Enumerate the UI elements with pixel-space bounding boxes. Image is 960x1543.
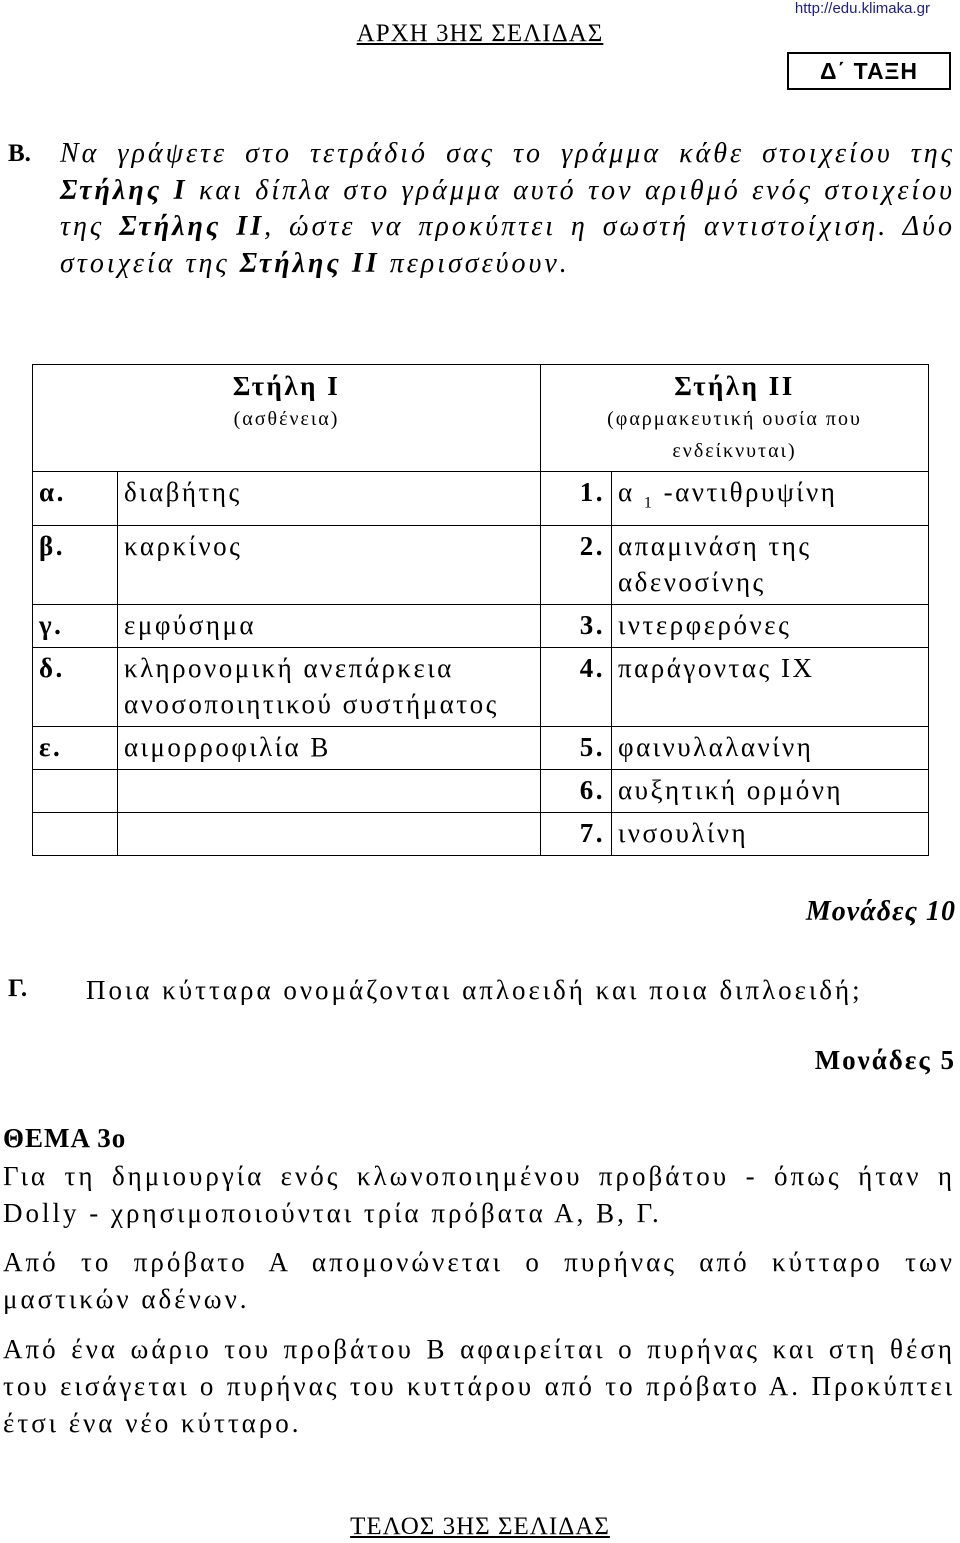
table-row: β. καρκίνος 2. απαμινάση της αδενοσίνης bbox=[33, 526, 929, 605]
table-header-row bbox=[33, 365, 929, 472]
theme-title: ΘΕΜΑ 3ο bbox=[3, 1123, 127, 1153]
grade-box: Δ΄ ΤΑΞΗ bbox=[787, 52, 951, 90]
points-b: Μονάδες 10 bbox=[805, 896, 956, 927]
paragraph: Από ένα ωάριο του προβάτου Β αφαιρείται ο πυρήνας και στη θέση του εισάγεται ο πυρήνας του κυττάρου από το πρόβατο Α. Προκύπτει έτσι ένα νέο κύτταρο. bbox=[3, 1334, 955, 1438]
page-header: ΑΡΧΗ 3ΗΣ ΣΕΛΙΔΑΣ bbox=[356, 20, 604, 47]
table-row: 7. ινσουλίνη bbox=[33, 813, 929, 856]
page-footer: ΤΕΛΟΣ 3ΗΣ ΣΕΛΙΔΑΣ bbox=[350, 1513, 610, 1540]
question-b-text: Να γράψετε στο τετράδιό σας το γράμμα κάθε στοιχείου της Στήλης Ι και δίπλα στο γράμμα αυτό τον αριθμό ενός στοιχείου της Στήλης ΙΙ, ώστε να προκύπτει η σωστή αντιστοίχιση. Δύο στοιχεία της Στήλης ΙΙ περισσεύουν. bbox=[60, 138, 955, 279]
question-g-label: Γ. bbox=[8, 975, 28, 1002]
table-row: 6. αυξητική ορμόνη bbox=[33, 770, 929, 813]
question-g-text: Ποια κύτταρα ονομάζονται απλοειδή και ποια διπλοειδή; bbox=[86, 975, 863, 1005]
question-b-label: Β. bbox=[8, 140, 31, 167]
column-1-header: Στήλη Ι (ασθένεια) bbox=[33, 365, 541, 472]
table-row: ε. αιμορροφιλία Β 5. φαινυλαλανίνη bbox=[33, 727, 929, 770]
column-2-header: Στήλη ΙΙ (φαρμακευτική ουσία που ενδείκνυται) bbox=[541, 365, 929, 472]
paragraph: Από το πρόβατο Α απομονώνεται ο πυρήνας από κύτταρο των μαστικών αδένων. bbox=[3, 1247, 955, 1314]
source-url[interactable]: http://edu.klimaka.gr bbox=[794, 0, 930, 17]
table-row: δ. κληρονομική ανεπάρκεια ανοσοποιητικού συστήματος 4. παράγοντας ΙΧ bbox=[33, 648, 929, 727]
table-row: γ. εμφύσημα 3. ιντερφερόνες bbox=[33, 605, 929, 648]
paragraph: Για τη δημιουργία ενός κλωνοποιημένου προβάτου - όπως ήταν η Dolly - χρησιμοποιούνται τρία πρόβατα Α, Β, Γ. bbox=[3, 1161, 955, 1228]
matching-table bbox=[32, 364, 929, 856]
points-g: Μονάδες 5 bbox=[814, 1045, 956, 1075]
table-row: α. διαβήτης 1. α $_1$ -αντιθρυψίνη bbox=[33, 472, 929, 526]
